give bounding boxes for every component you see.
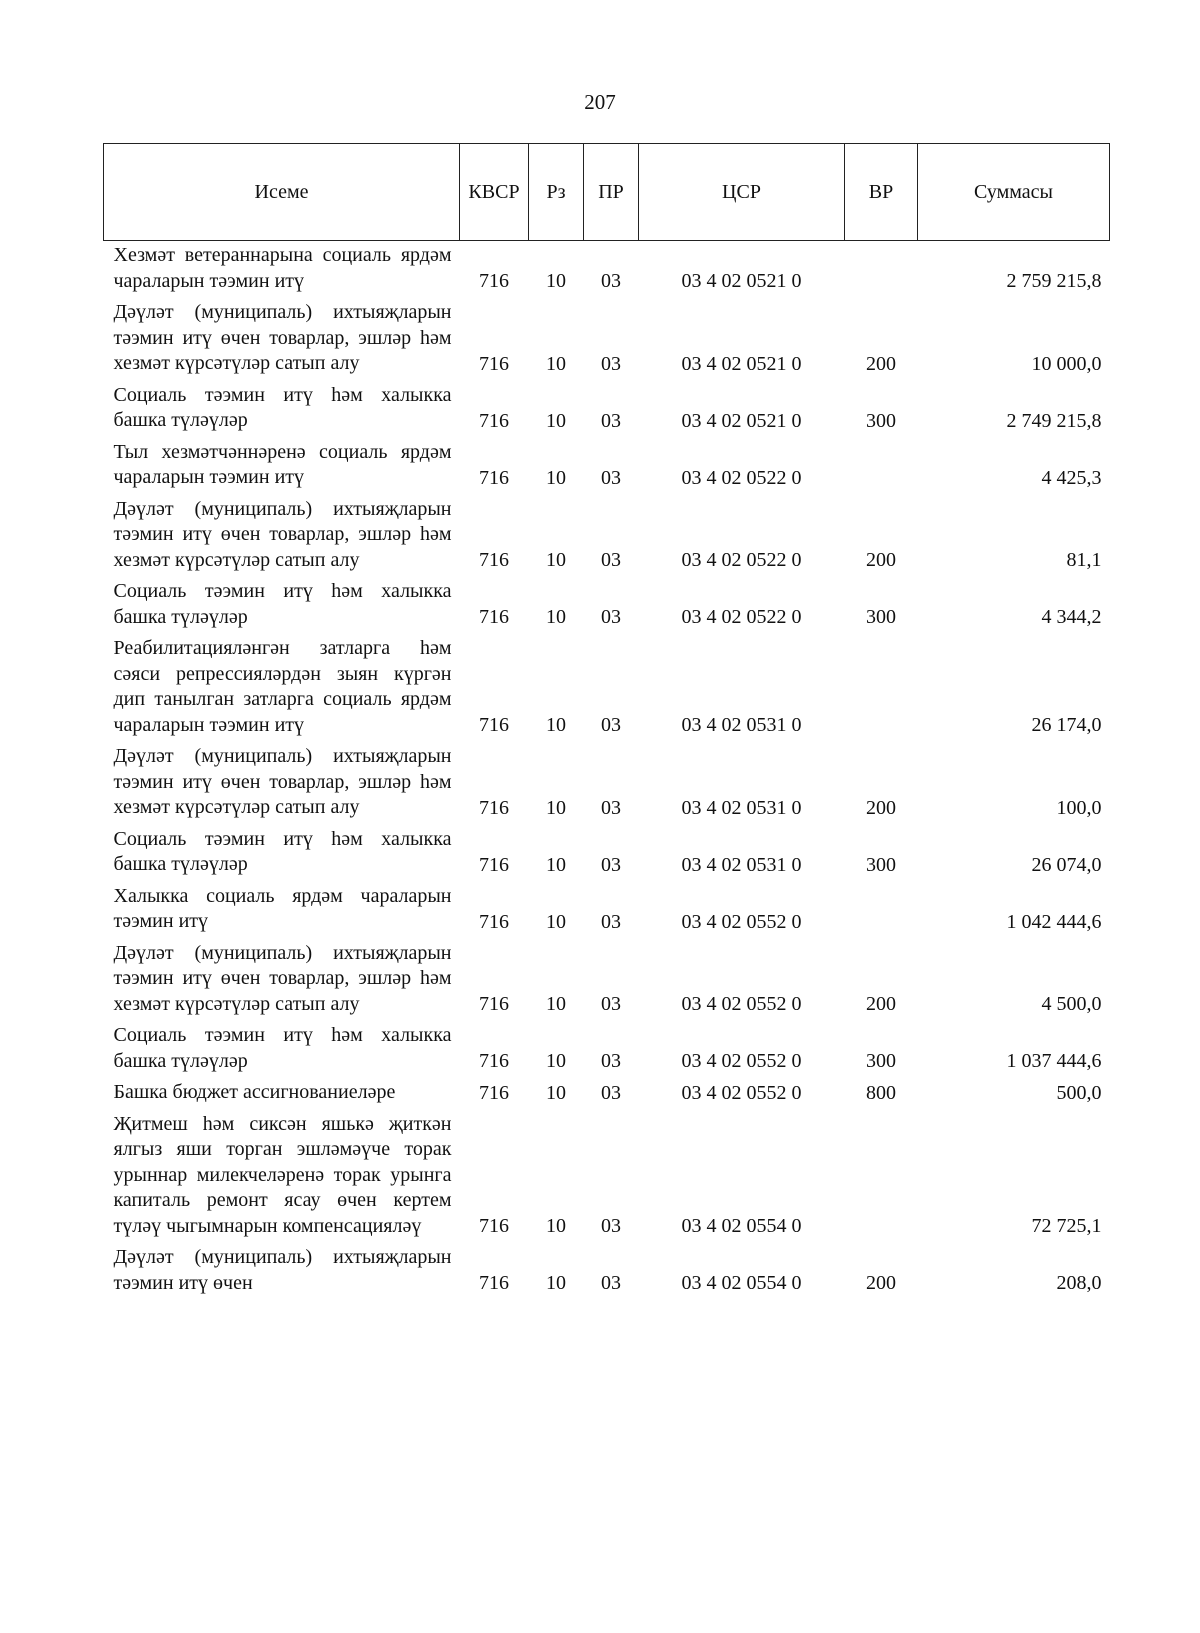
cell-rz: 10: [546, 1081, 566, 1104]
cell-csr: 03 4 02 0552 0: [681, 1050, 802, 1072]
table-row: [104, 939, 1110, 1022]
cell-pr: 03: [601, 1050, 621, 1072]
cell-csr: 03 4 02 0552 0: [681, 910, 802, 933]
cell-rz: 10: [546, 1272, 566, 1294]
cell-csr: 03 4 02 0554 0: [681, 1272, 802, 1294]
cell-pr: 03: [601, 352, 621, 375]
cell-rz: 10: [546, 270, 566, 292]
cell-pr: 03: [601, 910, 621, 933]
cell-rz: 10: [546, 409, 566, 432]
cell-name: Дәүләт (муниципаль) ихтыяҗларын тәэмин итү өчен: [113, 1246, 452, 1294]
cell-vr: 300: [866, 409, 896, 432]
cell-kvsr: 716: [479, 853, 509, 876]
cell-pr: 03: [601, 549, 621, 571]
table-row: [104, 882, 1110, 939]
cell-vr: [845, 438, 918, 495]
table-header: [104, 144, 1110, 241]
table-row: [104, 438, 1110, 495]
cell-rz: 10: [546, 714, 566, 736]
cell-csr: 03 4 02 0521 0: [681, 352, 802, 375]
cell-name: Тыл хезмәтчәннәренә социаль ярдәм чараларын тәэмин итү: [113, 440, 452, 488]
cell-vr: 200: [866, 796, 896, 819]
header-name: Исеме: [104, 144, 460, 241]
cell-kvsr: 716: [479, 910, 509, 933]
budget-table: [103, 143, 1110, 1300]
cell-pr: 03: [601, 1215, 621, 1237]
cell-kvsr: 716: [479, 714, 509, 736]
table-row: [104, 1110, 1110, 1244]
cell-kvsr: 716: [479, 352, 509, 375]
table-row: [104, 241, 1110, 299]
cell-sum: 26 074,0: [1031, 853, 1102, 876]
table-row: [104, 1078, 1110, 1110]
cell-vr: [845, 634, 918, 742]
header-pr: ПР: [584, 144, 639, 241]
cell-pr: 03: [601, 796, 621, 819]
cell-kvsr: 716: [479, 796, 509, 819]
cell-kvsr: 716: [479, 1050, 509, 1072]
cell-sum: 10 000,0: [1031, 352, 1102, 375]
table-body: [104, 241, 1110, 1301]
cell-name: Башка бюджет ассигнованиеләре: [113, 1081, 396, 1103]
header-rz: Рз: [529, 144, 584, 241]
cell-vr: 300: [866, 606, 896, 628]
cell-csr: 03 4 02 0522 0: [681, 606, 802, 628]
cell-csr: 03 4 02 0552 0: [681, 1081, 802, 1104]
table-row: [104, 381, 1110, 438]
cell-vr: 300: [866, 1050, 896, 1072]
cell-rz: 10: [546, 549, 566, 571]
cell-vr: 800: [866, 1081, 896, 1104]
cell-kvsr: 716: [479, 606, 509, 628]
cell-name: Җитмеш һәм сиксән яшькә җиткән ялгыз яши торган эшләмәүче торак урыннар милекчеләренә торак урынга капиталь ремонт ясау өчен кертем түләү чыгымнарын компенсацияләү: [113, 1112, 452, 1237]
cell-sum: 208,0: [1056, 1272, 1102, 1294]
cell-rz: 10: [546, 606, 566, 628]
page-number: 207: [584, 90, 616, 114]
table-row: [104, 495, 1110, 578]
header-csr: ЦСР: [639, 144, 845, 241]
table-row: [104, 577, 1110, 634]
cell-rz: 10: [546, 1215, 566, 1237]
cell-rz: 10: [546, 993, 566, 1015]
table-row: [104, 1243, 1110, 1300]
cell-rz: 10: [546, 853, 566, 876]
cell-kvsr: 716: [479, 993, 509, 1015]
table-row: [104, 825, 1110, 882]
cell-csr: 03 4 02 0531 0: [681, 714, 802, 736]
cell-sum: 4 425,3: [1041, 466, 1102, 489]
cell-sum: 1 042 444,6: [1006, 910, 1102, 933]
cell-vr: 200: [866, 352, 896, 375]
cell-name: Дәүләт (муниципаль) ихтыяҗларын тәэмин итү өчен товарлар, эшләр һәм хезмәт күрсәтүләр сатып алу: [113, 941, 452, 1015]
cell-pr: 03: [601, 409, 621, 432]
cell-vr: 300: [866, 853, 896, 876]
cell-name: Дәүләт (муниципаль) ихтыяҗларын тәэмин итү өчен товарлар, эшләр һәм хезмәт күрсәтүләр сатып алу: [113, 301, 452, 374]
cell-rz: 10: [546, 796, 566, 819]
cell-kvsr: 716: [479, 466, 509, 489]
cell-name: Хезмәт ветераннарына социаль ярдәм чараларын тәэмин итү: [113, 244, 452, 292]
cell-vr: [845, 882, 918, 939]
cell-kvsr: 716: [479, 409, 509, 432]
cell-sum: 1 037 444,6: [1006, 1050, 1102, 1072]
cell-vr: 200: [866, 1272, 896, 1294]
cell-rz: 10: [546, 910, 566, 933]
cell-name: Социаль тәэмин итү һәм халыкка башка түләүләр: [113, 827, 452, 875]
cell-vr: 200: [866, 549, 896, 571]
header-sum: Суммасы: [918, 144, 1110, 241]
header-kvsr: КВСР: [460, 144, 529, 241]
cell-pr: 03: [601, 270, 621, 292]
cell-name: Реабилитацияләнгән затларга һәм сәяси репрессияләрдән зыян күргән дип танылган затларга социаль ярдәм чараларын тәэмин итү: [113, 637, 452, 736]
cell-csr: 03 4 02 0531 0: [681, 796, 802, 819]
cell-sum: 72 725,1: [1031, 1215, 1102, 1237]
cell-sum: 2 749 215,8: [1006, 409, 1102, 432]
cell-csr: 03 4 02 0531 0: [681, 853, 802, 876]
table-row: [104, 742, 1110, 825]
cell-rz: 10: [546, 466, 566, 489]
cell-kvsr: 716: [479, 1081, 509, 1104]
cell-name: Социаль тәэмин итү һәм халыкка башка түләүләр: [113, 580, 452, 628]
table-row: [104, 298, 1110, 381]
cell-sum: 500,0: [1056, 1081, 1102, 1104]
cell-sum: 2 759 215,8: [1006, 270, 1102, 292]
cell-kvsr: 716: [479, 1272, 509, 1294]
table-row: [104, 634, 1110, 742]
cell-csr: 03 4 02 0554 0: [681, 1215, 802, 1237]
cell-vr: 200: [866, 993, 896, 1015]
cell-name: Дәүләт (муниципаль) ихтыяҗларын тәэмин итү өчен товарлар, эшләр һәм хезмәт күрсәтүләр сатып алу: [113, 497, 452, 571]
cell-sum: 4 344,2: [1041, 606, 1102, 628]
cell-rz: 10: [546, 1050, 566, 1072]
cell-pr: 03: [601, 714, 621, 736]
cell-sum: 81,1: [1066, 549, 1102, 571]
cell-pr: 03: [601, 993, 621, 1015]
cell-name: Социаль тәэмин итү һәм халыкка башка түләүләр: [113, 1024, 452, 1072]
cell-name: Дәүләт (муниципаль) ихтыяҗларын тәэмин итү өчен товарлар, эшләр һәм хезмәт күрсәтүләр сатып алу: [113, 745, 452, 818]
cell-csr: 03 4 02 0552 0: [681, 993, 802, 1015]
cell-pr: 03: [601, 466, 621, 489]
cell-kvsr: 716: [479, 1215, 509, 1237]
cell-pr: 03: [601, 853, 621, 876]
cell-vr: [845, 1110, 918, 1244]
cell-csr: 03 4 02 0521 0: [681, 270, 802, 292]
table-row: [104, 1021, 1110, 1078]
cell-kvsr: 716: [479, 549, 509, 571]
cell-csr: 03 4 02 0521 0: [681, 409, 802, 432]
cell-sum: 4 500,0: [1041, 993, 1102, 1015]
header-vr: ВР: [845, 144, 918, 241]
cell-pr: 03: [601, 1081, 621, 1104]
cell-csr: 03 4 02 0522 0: [681, 549, 802, 571]
cell-sum: 26 174,0: [1031, 714, 1102, 736]
cell-sum: 100,0: [1056, 796, 1102, 819]
cell-name: Халыкка социаль ярдәм чараларын тәэмин итү: [113, 884, 452, 932]
cell-csr: 03 4 02 0522 0: [681, 466, 802, 489]
cell-pr: 03: [601, 606, 621, 628]
cell-name: Социаль тәэмин итү һәм халыкка башка түләүләр: [113, 383, 452, 431]
cell-pr: 03: [601, 1272, 621, 1294]
cell-vr: [845, 241, 918, 299]
cell-kvsr: 716: [479, 270, 509, 292]
cell-rz: 10: [546, 352, 566, 375]
